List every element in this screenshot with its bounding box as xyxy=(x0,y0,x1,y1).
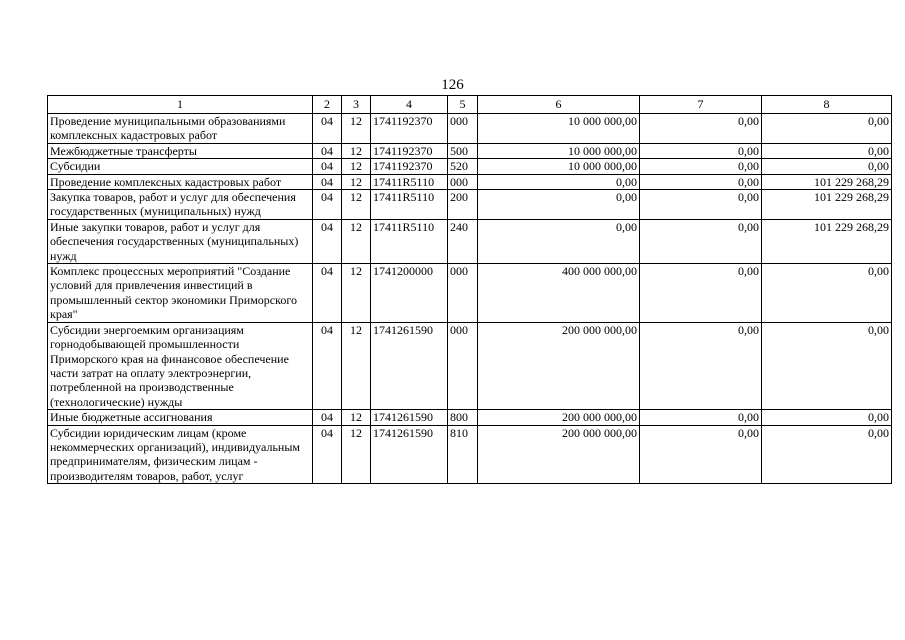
amount-col-7: 0,00 xyxy=(640,410,762,425)
section-code: 04 xyxy=(313,410,342,425)
expense-type-code: 000 xyxy=(448,264,478,323)
expense-type-code: 200 xyxy=(448,190,478,220)
target-article-code: 1741261590 xyxy=(371,322,448,409)
row-name: Субсидии энергоемким организациям горнодобывающей промышленности Приморского края на финансовое обеспечение части затрат на оплату электроэнергии, потребленной на производственные (технологические) нужды xyxy=(48,322,313,409)
expense-type-code: 800 xyxy=(448,410,478,425)
amount-col-7: 0,00 xyxy=(640,114,762,144)
amount-col-8: 0,00 xyxy=(762,410,892,425)
amount-col-6: 200 000 000,00 xyxy=(478,425,640,484)
amount-col-6: 10 000 000,00 xyxy=(478,159,640,174)
subsection-code: 12 xyxy=(342,114,371,144)
table-row xyxy=(48,190,892,220)
row-name: Комплекс процессных мероприятий "Создание условий для привлечения инвестиций в промышленный сектор экономики Приморского края" xyxy=(48,264,313,323)
section-code: 04 xyxy=(313,322,342,409)
target-article-code: 1741192370 xyxy=(371,143,448,158)
amount-col-7: 0,00 xyxy=(640,219,762,263)
amount-col-8: 0,00 xyxy=(762,425,892,484)
table-row xyxy=(48,159,892,174)
amount-col-6: 400 000 000,00 xyxy=(478,264,640,323)
amount-col-6: 0,00 xyxy=(478,174,640,189)
table-row xyxy=(48,174,892,189)
table-row xyxy=(48,219,892,263)
target-article-code: 17411R5110 xyxy=(371,190,448,220)
amount-col-8: 0,00 xyxy=(762,114,892,144)
row-name: Проведение муниципальными образованиями комплексных кадастровых работ xyxy=(48,114,313,144)
header-col-1: 1 xyxy=(48,96,313,114)
amount-col-6: 0,00 xyxy=(478,190,640,220)
subsection-code: 12 xyxy=(342,159,371,174)
table-row xyxy=(48,143,892,158)
section-code: 04 xyxy=(313,143,342,158)
page-number: 126 xyxy=(441,77,464,93)
amount-col-8: 101 229 268,29 xyxy=(762,219,892,263)
table-row xyxy=(48,425,892,484)
amount-col-8: 0,00 xyxy=(762,264,892,323)
header-col-8: 8 xyxy=(762,96,892,114)
expense-type-code: 000 xyxy=(448,174,478,189)
row-name: Субсидии xyxy=(48,159,313,174)
subsection-code: 12 xyxy=(342,219,371,263)
amount-col-6: 200 000 000,00 xyxy=(478,410,640,425)
section-code: 04 xyxy=(313,159,342,174)
amount-col-7: 0,00 xyxy=(640,322,762,409)
expense-type-code: 000 xyxy=(448,322,478,409)
section-code: 04 xyxy=(313,174,342,189)
target-article-code: 1741261590 xyxy=(371,425,448,484)
amount-col-8: 101 229 268,29 xyxy=(762,174,892,189)
row-name: Иные закупки товаров, работ и услуг для обеспечения государственных (муниципальных) нужд xyxy=(48,219,313,263)
amount-col-6: 200 000 000,00 xyxy=(478,322,640,409)
amount-col-6: 10 000 000,00 xyxy=(478,114,640,144)
subsection-code: 12 xyxy=(342,410,371,425)
amount-col-6: 0,00 xyxy=(478,219,640,263)
row-name: Межбюджетные трансферты xyxy=(48,143,313,158)
amount-col-6: 10 000 000,00 xyxy=(478,143,640,158)
amount-col-8: 0,00 xyxy=(762,159,892,174)
row-name: Проведение комплексных кадастровых работ xyxy=(48,174,313,189)
subsection-code: 12 xyxy=(342,425,371,484)
header-col-6: 6 xyxy=(478,96,640,114)
target-article-code: 1741261590 xyxy=(371,410,448,425)
amount-col-7: 0,00 xyxy=(640,264,762,323)
expense-type-code: 810 xyxy=(448,425,478,484)
subsection-code: 12 xyxy=(342,264,371,323)
budget-table xyxy=(47,95,892,484)
section-code: 04 xyxy=(313,219,342,263)
expense-type-code: 000 xyxy=(448,114,478,144)
section-code: 04 xyxy=(313,425,342,484)
section-code: 04 xyxy=(313,114,342,144)
subsection-code: 12 xyxy=(342,322,371,409)
row-name: Иные бюджетные ассигнования xyxy=(48,410,313,425)
subsection-code: 12 xyxy=(342,143,371,158)
expense-type-code: 520 xyxy=(448,159,478,174)
expense-type-code: 240 xyxy=(448,219,478,263)
header-row xyxy=(48,96,892,114)
row-name: Закупка товаров, работ и услуг для обеспечения государственных (муниципальных) нужд xyxy=(48,190,313,220)
table-row xyxy=(48,410,892,425)
amount-col-8: 0,00 xyxy=(762,322,892,409)
amount-col-7: 0,00 xyxy=(640,174,762,189)
header-col-5: 5 xyxy=(448,96,478,114)
header-col-4: 4 xyxy=(371,96,448,114)
row-name: Субсидии юридическим лицам (кроме некоммерческих организаций), индивидуальным предпринимателям, физическим лицам - производителям товаров, работ, услуг xyxy=(48,425,313,484)
amount-col-8: 0,00 xyxy=(762,143,892,158)
subsection-code: 12 xyxy=(342,190,371,220)
target-article-code: 17411R5110 xyxy=(371,219,448,263)
target-article-code: 1741192370 xyxy=(371,114,448,144)
target-article-code: 1741200000 xyxy=(371,264,448,323)
table-row xyxy=(48,264,892,323)
amount-col-7: 0,00 xyxy=(640,143,762,158)
section-code: 04 xyxy=(313,190,342,220)
amount-col-7: 0,00 xyxy=(640,425,762,484)
target-article-code: 1741192370 xyxy=(371,159,448,174)
expense-type-code: 500 xyxy=(448,143,478,158)
amount-col-8: 101 229 268,29 xyxy=(762,190,892,220)
header-col-3: 3 xyxy=(342,96,371,114)
header-col-2: 2 xyxy=(313,96,342,114)
amount-col-7: 0,00 xyxy=(640,190,762,220)
subsection-code: 12 xyxy=(342,174,371,189)
target-article-code: 17411R5110 xyxy=(371,174,448,189)
amount-col-7: 0,00 xyxy=(640,159,762,174)
table-row xyxy=(48,114,892,144)
section-code: 04 xyxy=(313,264,342,323)
header-col-7: 7 xyxy=(640,96,762,114)
table-row xyxy=(48,322,892,409)
